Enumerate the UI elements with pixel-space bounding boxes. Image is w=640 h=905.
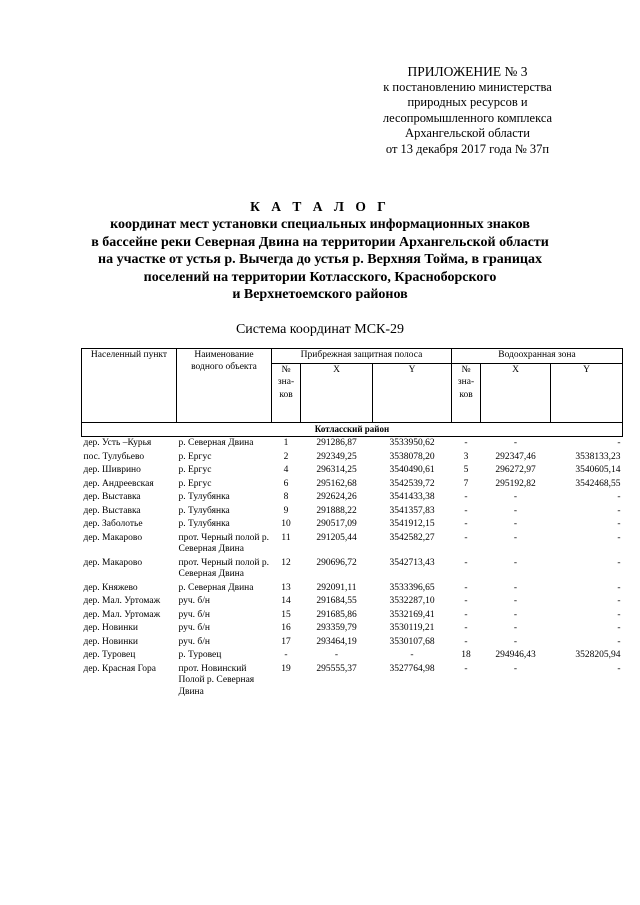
zone-sign-number-cell: -: [464, 609, 468, 620]
settlement-cell: дер. Шиврино: [83, 465, 141, 475]
coastal-sign-number-cell: 17: [281, 636, 291, 647]
coastal-x-cell: 291685,86: [316, 609, 357, 620]
water-body-cell: прот. Черный полой р. Северная Двина: [178, 557, 269, 579]
settlement-cell: дер. Заболотье: [83, 519, 143, 529]
zone-y-cell: -: [617, 663, 621, 674]
settlement-cell: дер. Усть –Курья: [83, 438, 152, 448]
coastal-x-cell: 290517,09: [316, 519, 357, 529]
zone-x-cell: -: [513, 609, 518, 620]
settlement-header: Населенный пункт: [82, 349, 177, 423]
zone-y-cell: -: [617, 492, 621, 502]
coastal-sign-number-cell: 12: [281, 557, 291, 568]
coastal-y-cell: 3538078,20: [389, 451, 435, 462]
catalog-subtitle-line: и Верхнетоемского районов: [232, 287, 408, 302]
zone-sign-number-cell: 5: [463, 465, 469, 475]
coastal-y-cell: -: [410, 650, 414, 660]
coastal-sign-number-cell: 8: [283, 492, 289, 502]
water-body-cell: руч. б/н: [178, 636, 210, 647]
settlement-cell: дер. Красная Гора: [83, 663, 156, 674]
coastal-sign-number-cell: 13: [281, 582, 291, 593]
zone-sign-number-cell: 18: [461, 650, 471, 660]
coastal-y-cell: 3533396,65: [389, 582, 435, 593]
settlement-cell: дер. Мал. Уртомаж: [83, 609, 161, 620]
appendix-title: ПРИЛОЖЕНИЕ № 3: [407, 64, 528, 79]
zone-x-cell: -: [513, 596, 518, 606]
coastal-strip-header: Прибрежная защитная полоса: [272, 349, 452, 364]
table-row: [82, 663, 623, 700]
coastal-x-cell: 291684,55: [316, 596, 357, 606]
catalog-title: [0, 198, 640, 304]
water-body-cell: р. Ергус: [178, 478, 212, 489]
x-header: X: [481, 363, 551, 422]
table-row: [82, 609, 623, 623]
water-body-cell: р. Тулубянка: [178, 492, 230, 502]
settlement-cell: дер. Андреевская: [83, 478, 154, 489]
zone-y-cell: -: [617, 636, 621, 647]
water-protection-zone-header: Водоохранная зона: [452, 349, 623, 364]
zone-y-cell: -: [617, 532, 621, 543]
water-body-cell: прот. Новинский Полой р. Северная Двина: [178, 663, 255, 697]
coastal-x-cell: 293464,19: [316, 636, 357, 647]
y-header: Y: [551, 363, 623, 422]
table-header: [82, 349, 623, 423]
zone-sign-number-cell: 7: [463, 478, 469, 489]
table-row: [82, 505, 623, 519]
coastal-y-cell: 3542582,27: [389, 532, 435, 543]
table-row: [82, 649, 623, 663]
district-name: Котласский район: [82, 422, 623, 437]
settlement-cell: дер. Новинки: [83, 623, 139, 633]
coastal-x-cell: 290696,72: [316, 557, 357, 568]
coastal-y-cell: 3530107,68: [389, 636, 435, 647]
table-row: [82, 437, 623, 451]
catalog-subtitle-line: в бассейне реки Северная Двина на территории Архангельской области: [91, 234, 549, 250]
coastal-sign-number-cell: 19: [281, 663, 291, 674]
coastal-sign-number-cell: -: [284, 650, 288, 660]
water-body-cell: р. Тулубянка: [178, 519, 230, 529]
water-body-cell: р. Ергус: [178, 451, 212, 462]
zone-x-cell: -: [513, 636, 518, 647]
zone-x-cell: -: [513, 663, 518, 674]
zone-x-cell: 294946,43: [495, 650, 536, 660]
coastal-y-cell: 3541357,83: [389, 505, 435, 516]
zone-x-cell: 295192,82: [495, 478, 536, 489]
coastal-y-cell: 3542713,43: [389, 557, 435, 568]
x-header: X: [301, 363, 373, 422]
settlement-cell: дер. Новинки: [83, 636, 139, 647]
zone-x-cell: -: [513, 519, 518, 529]
zone-sign-number-cell: -: [464, 438, 468, 448]
coastal-x-cell: 296314,25: [316, 465, 357, 475]
zone-sign-number-cell: -: [464, 492, 468, 502]
coastal-sign-number-cell: 15: [281, 609, 291, 620]
zone-x-cell: -: [513, 505, 518, 516]
zone-sign-number-cell: -: [464, 596, 468, 606]
coordinate-system-label: Система координат МСК-29: [235, 322, 405, 337]
table-row: [82, 636, 623, 650]
coastal-x-cell: 291205,44: [316, 532, 357, 543]
table-row: [82, 595, 623, 609]
coastal-x-cell: -: [334, 650, 339, 660]
appendix-line: к постановлению министерства: [383, 79, 552, 94]
zone-x-cell: -: [513, 438, 518, 448]
table-row: [82, 532, 623, 557]
zone-x-cell: -: [513, 557, 518, 568]
settlement-cell: дер. Макарово: [83, 532, 143, 543]
water-body-cell: руч. б/н: [178, 596, 210, 606]
zone-sign-number-cell: -: [464, 532, 468, 543]
coastal-x-cell: 295555,37: [316, 663, 357, 674]
zone-y-cell: 3542468,55: [575, 478, 621, 489]
coastal-x-cell: 292091,11: [316, 582, 357, 593]
appendix-line: Архангельской области: [405, 126, 530, 140]
zone-sign-number-cell: -: [464, 623, 468, 633]
coastal-x-cell: 292349,25: [316, 451, 357, 462]
coastal-y-cell: 3533950,62: [389, 438, 435, 448]
coastal-y-cell: 3527764,98: [389, 663, 435, 674]
water-body-cell: р. Ергус: [178, 465, 212, 475]
sign-number-header: № зна- ков: [452, 363, 481, 422]
table-row: [82, 582, 623, 596]
zone-y-cell: -: [617, 438, 621, 448]
zone-x-cell: -: [513, 492, 518, 502]
zone-sign-number-cell: -: [464, 505, 468, 516]
catalog-subtitle-line: поселений на территории Котласского, Красноборского: [143, 269, 497, 285]
table-row: [82, 518, 623, 532]
coastal-sign-number-cell: 1: [283, 438, 289, 448]
coastal-sign-number-cell: 16: [281, 623, 291, 633]
water-body-cell: руч. б/н: [178, 609, 210, 620]
coastal-sign-number-cell: 14: [281, 596, 291, 606]
coastal-sign-number-cell: 4: [283, 465, 289, 475]
zone-y-cell: -: [617, 582, 621, 593]
coastal-y-cell: 3541912,15: [389, 519, 435, 529]
settlement-cell: дер. Княжево: [83, 582, 138, 593]
zone-sign-number-cell: -: [464, 663, 468, 674]
coastal-sign-number-cell: 11: [281, 532, 291, 543]
zone-x-cell: -: [513, 532, 518, 543]
coastal-y-cell: 3540490,61: [389, 465, 435, 475]
water-body-cell: р. Северная Двина: [178, 438, 254, 448]
coastal-sign-number-cell: 6: [283, 478, 289, 489]
zone-x-cell: -: [513, 623, 518, 633]
coastal-y-cell: 3532169,41: [389, 609, 435, 620]
settlement-cell: дер. Выставка: [83, 492, 141, 502]
coastal-y-cell: 3532287,10: [389, 596, 435, 606]
coastal-x-cell: 295162,68: [316, 478, 357, 489]
sign-number-header: № зна- ков: [272, 363, 301, 422]
water-body-cell: р. Северная Двина: [178, 582, 254, 593]
coastal-sign-number-cell: 10: [281, 519, 291, 529]
water-body-cell: р. Тулубянка: [178, 505, 230, 516]
zone-sign-number-cell: 3: [463, 451, 469, 462]
table-row: [82, 464, 623, 478]
coastal-x-cell: 291888,22: [316, 505, 357, 516]
water-body-cell: руч. б/н: [178, 623, 210, 633]
coastal-sign-number-cell: 9: [283, 505, 289, 516]
appendix-block: [355, 64, 580, 157]
appendix-line: от 13 декабря 2017 года № 37п: [385, 141, 550, 156]
zone-y-cell: -: [617, 623, 621, 633]
table-row: [82, 478, 623, 492]
coastal-y-cell: 3530119,21: [389, 623, 435, 633]
appendix-line: природных ресурсов и: [407, 95, 528, 109]
zone-sign-number-cell: -: [464, 557, 468, 568]
settlement-cell: дер. Выставка: [83, 505, 141, 516]
water-body-header: Наименование водного объекта: [177, 349, 272, 423]
catalog-heading: К А Т А Л О Г: [250, 199, 390, 214]
catalog-subtitle-line: координат мест установки специальных информационных знаков: [110, 217, 530, 232]
zone-y-cell: -: [617, 505, 621, 516]
settlement-cell: пос. Тулубьево: [83, 451, 145, 462]
zone-sign-number-cell: -: [464, 636, 468, 647]
zone-y-cell: -: [617, 557, 621, 568]
zone-y-cell: 3540605,14: [575, 465, 621, 475]
coastal-x-cell: 292624,26: [316, 492, 357, 502]
table-body: [82, 437, 623, 700]
zone-x-cell: -: [513, 582, 518, 593]
coastal-sign-number-cell: 2: [283, 451, 289, 462]
coastal-y-cell: 3542539,72: [389, 478, 435, 489]
coastal-x-cell: 293359,79: [316, 623, 357, 633]
settlement-cell: дер. Макарово: [83, 557, 143, 568]
coordinates-table: [81, 348, 623, 699]
y-header: Y: [373, 363, 452, 422]
zone-y-cell: -: [617, 596, 621, 606]
table-row: [82, 622, 623, 636]
coastal-x-cell: 291286,87: [316, 438, 357, 448]
district-row: [82, 422, 623, 437]
catalog-subtitle-line: на участке от устья р. Вычегда до устья р. Верхняя Тойма, в границах: [98, 252, 542, 267]
zone-y-cell: 3528205,94: [575, 650, 621, 660]
table-row: [82, 557, 623, 582]
table-row: [82, 451, 623, 465]
zone-y-cell: 3538133,23: [575, 451, 621, 462]
settlement-cell: дер. Мал. Уртомаж: [83, 596, 161, 606]
water-body-cell: прот. Черный полой р. Северная Двина: [178, 532, 269, 554]
coastal-y-cell: 3541433,38: [389, 492, 435, 502]
zone-sign-number-cell: -: [464, 519, 468, 529]
zone-y-cell: -: [617, 609, 621, 620]
water-body-cell: р. Туровец: [178, 650, 222, 660]
appendix-line: лесопромышленного комплекса: [382, 110, 553, 125]
settlement-cell: дер. Туровец: [83, 650, 136, 660]
table-row: [82, 491, 623, 505]
zone-x-cell: 296272,97: [495, 465, 536, 475]
zone-y-cell: -: [617, 519, 621, 529]
zone-x-cell: 292347,46: [495, 451, 536, 462]
zone-sign-number-cell: -: [464, 582, 468, 593]
